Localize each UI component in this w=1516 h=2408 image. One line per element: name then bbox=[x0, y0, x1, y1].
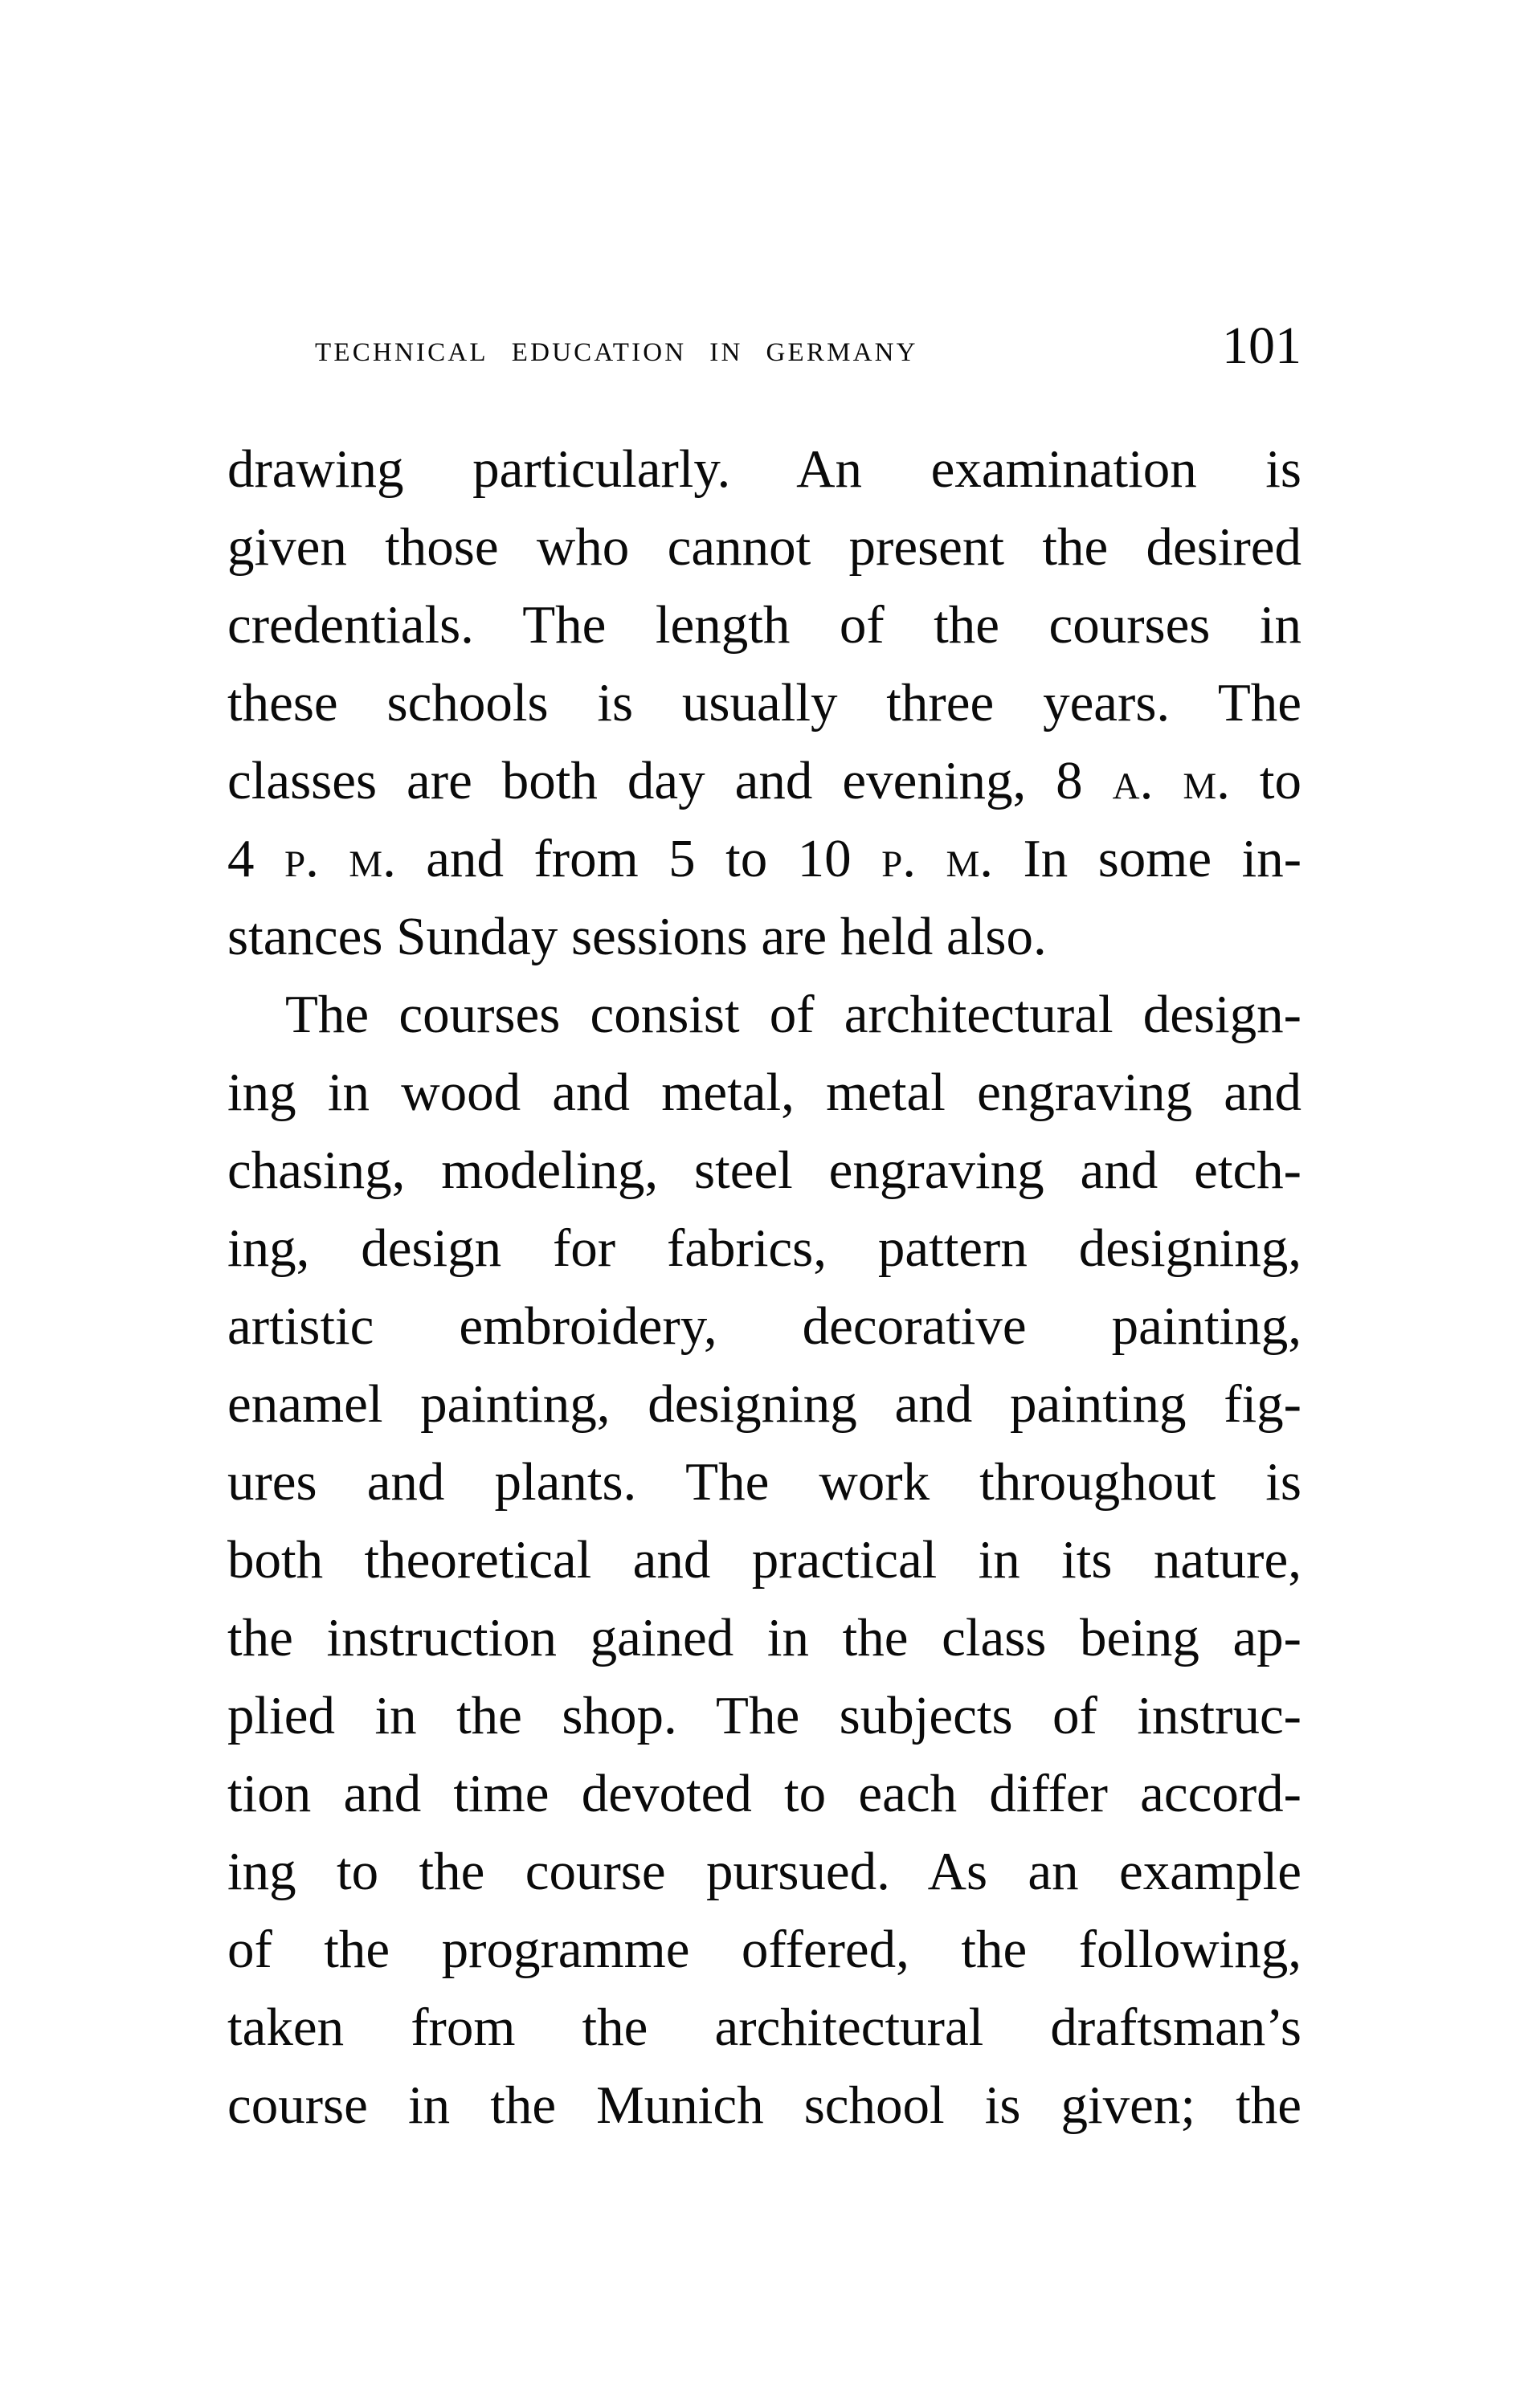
text-line: of the programme offered, the following, bbox=[227, 1920, 1301, 1979]
page-number: 101 bbox=[1222, 316, 1301, 375]
text-line-with-time bbox=[227, 742, 1301, 820]
text-line: given those who cannot present the desired bbox=[227, 517, 1301, 577]
text-line: taken from the architectural draftsman’s bbox=[227, 1998, 1301, 2057]
text-line: ing, design for fabrics, pattern designing, bbox=[227, 1218, 1301, 1278]
paragraph-1 bbox=[227, 431, 1301, 976]
text-line: plied in the shop. The subjects of instruc- bbox=[227, 1686, 1301, 1745]
text-line: ing to the course pursued. As an example bbox=[227, 1842, 1301, 1901]
text-line: both theoretical and practical in its nature, bbox=[227, 1530, 1301, 1590]
text-segment: In some in- bbox=[993, 829, 1301, 888]
text-line: The courses consist of architectural design- bbox=[285, 985, 1301, 1044]
time-abbreviation: p. m. bbox=[284, 829, 396, 888]
text-line: drawing particularly. An examination is bbox=[227, 439, 1301, 499]
running-title: technical education in germany bbox=[315, 328, 918, 369]
text-line: the instruction gained in the class being ap- bbox=[227, 1608, 1301, 1667]
running-head bbox=[315, 316, 1301, 375]
body-text bbox=[227, 431, 1301, 2145]
time-abbreviation: p. m. bbox=[881, 829, 994, 888]
text-line: course in the Munich school is given; the bbox=[227, 2075, 1301, 2135]
text-line: stances Sunday sessions are held also. bbox=[227, 907, 1047, 966]
text-line-with-time bbox=[227, 820, 1301, 898]
text-segment: and from 5 to 10 bbox=[395, 829, 882, 888]
paragraph-2 bbox=[227, 976, 1301, 2145]
text-line: artistic embroidery, decorative painting, bbox=[227, 1296, 1301, 1356]
text-line: enamel painting, designing and painting fig- bbox=[227, 1374, 1301, 1434]
text-line: credentials. The length of the courses in bbox=[227, 595, 1301, 655]
text-line: these schools is usually three years. The bbox=[227, 673, 1301, 733]
text-segment: to bbox=[1229, 751, 1301, 810]
time-abbreviation: a. m. bbox=[1112, 751, 1230, 810]
text-segment: 4 bbox=[227, 829, 284, 888]
text-segment: classes are both day and evening, 8 bbox=[227, 751, 1113, 810]
text-line: ing in wood and metal, metal engraving and bbox=[227, 1063, 1301, 1122]
text-line: ures and plants. The work throughout is bbox=[227, 1452, 1301, 1512]
text-line: chasing, modeling, steel engraving and etch- bbox=[227, 1141, 1301, 1200]
text-line: tion and time devoted to each differ accord- bbox=[227, 1764, 1301, 1823]
